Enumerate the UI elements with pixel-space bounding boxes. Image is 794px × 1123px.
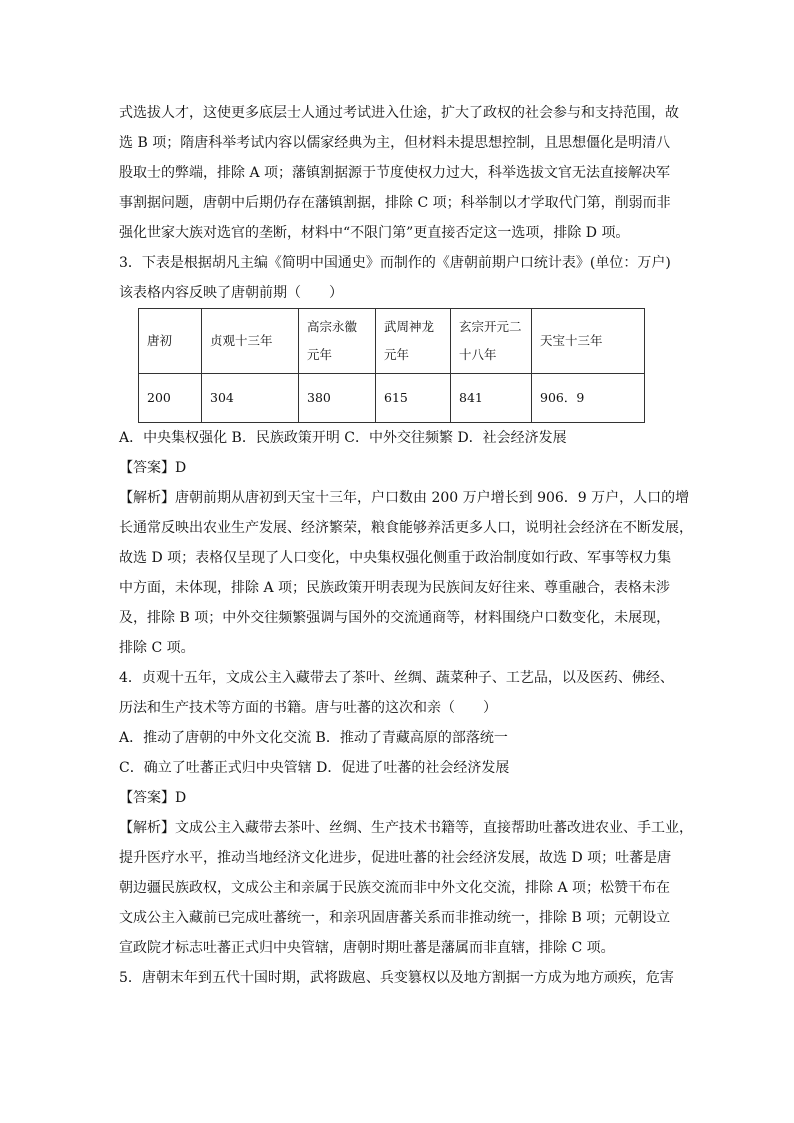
table-cell: 200 [139, 374, 202, 423]
paragraph-previous-analysis [119, 98, 679, 248]
table-header-cell: 唐初 [139, 309, 202, 374]
document-page [119, 98, 693, 993]
table-cell: 841 [451, 374, 532, 423]
text-line: 强化世家大族对选官的垄断，材料中“不限门第”更直接否定这一选项，排除 D 项。 [119, 225, 630, 241]
question-stem: 该表格内容反映了唐朝前期（ ） [119, 285, 343, 301]
table-header-cell: 武周神龙 元年 [376, 309, 451, 374]
analysis-line: 长通常反映出农业生产发展、经济繁荣，粮食能够养活更多人口，说明社会经济在不断发展， [119, 520, 693, 536]
question-5 [119, 963, 679, 993]
analysis-line: 【解析】唐朝前期从唐初到天宝十三年，户口数由 200 万户增长到 906．9 万户，人口的增 [119, 490, 690, 506]
table-cell: 615 [376, 374, 451, 423]
text-line: 式选拔人才，这使更多底层士人通过考试进入仕途，扩大了政权的社会参与和支持范围，故 [119, 105, 679, 121]
question-4 [119, 663, 693, 963]
analysis-line: 【解析】文成公主入藏带去茶叶、丝绸、生产技术书籍等，直接帮助吐蕃改进农业、手工业， [119, 820, 693, 836]
question-options: A．推动了唐朝的中外文化交流 B．推动了青藏高原的部落统一 [119, 730, 508, 746]
table-row [139, 374, 645, 423]
text-line: 事割据问题，唐朝中后期仍存在藩镇割据，排除 C 项；科举制以才学取代门第，削弱而非 [119, 195, 671, 211]
analysis-line: 及，排除 B 项；中外交往频繁强调与国外的交流通商等，材料围绕户口数变化，未展现， [119, 610, 671, 626]
household-table [138, 308, 679, 423]
analysis-line: 宣政院才标志吐蕃正式归中央管辖，唐朝时期吐蕃是藩属而非直辖，排除 C 项。 [119, 940, 615, 956]
analysis-line: 文成公主入藏前已完成吐蕃统一，和亲巩固唐蕃关系而非推动统一，排除 B 项；元朝设立 [119, 910, 671, 926]
question-stem: 5．唐朝末年到五代十国时期，武将跋扈、兵变篡权以及地方割据一方成为地方顽疾，危害 [119, 970, 674, 986]
table-cell: 906．9 [532, 374, 645, 423]
analysis-line: 提升医疗水平，推动当地经济文化进步，促进吐蕃的社会经济发展，故选 D 项；吐蕃是唐 [119, 850, 672, 866]
text-line: 股取士的弊端，排除 A 项；藩镇割据源于节度使权力过大，科举选拔文官无法直接解决军 [119, 165, 671, 181]
table-cell: 304 [202, 374, 299, 423]
analysis-line: 朝边疆民族政权，文成公主和亲属于民族交流而非中外文化交流，排除 A 项；松赞干布在 [119, 880, 671, 896]
analysis-line: 排除 C 项。 [119, 640, 195, 656]
analysis-line: 中方面，未体现，排除 A 项；民族政策开明表现为民族间友好往来、尊重融合，表格未涉 [119, 580, 671, 596]
answer-label: 【答案】D [119, 460, 187, 476]
question-stem: 4．贞观十五年，文成公主入藏带去了茶叶、丝绸、蔬菜种子、工艺品，以及医药、佛经、 [119, 670, 674, 686]
table-header-cell: 贞观十三年 [202, 309, 299, 374]
question-3 [119, 248, 693, 663]
table-header-cell: 高宗永徽 元年 [299, 309, 376, 374]
question-stem: 3．下表是根据胡凡主编《简明中国通史》而制作的《唐朝前期户口统计表》(单位：万户) [119, 255, 671, 271]
analysis-line: 故选 D 项；表格仅呈现了人口变化，中央集权强化侧重于政治制度如行政、军事等权力集 [119, 550, 672, 566]
text-line: 选 B 项；隋唐科举考试内容以儒家经典为主，但材料未提思想控制，且思想僵化是明清八 [119, 135, 671, 151]
table-header-cell: 玄宗开元二 十八年 [451, 309, 532, 374]
table-cell: 380 [299, 374, 376, 423]
answer-label: 【答案】D [119, 790, 187, 806]
question-stem: 历法和生产技术等方面的书籍。唐与吐蕃的这次和亲（ ） [119, 700, 497, 716]
table-header-cell: 天宝十三年 [532, 309, 645, 374]
question-options: C．确立了吐蕃正式归中央管辖 D．促进了吐蕃的社会经济发展 [119, 760, 510, 776]
table-header-row [139, 309, 645, 374]
question-options: A．中央集权强化 B．民族政策开明 C．中外交往频繁 D．社会经济发展 [119, 430, 567, 446]
